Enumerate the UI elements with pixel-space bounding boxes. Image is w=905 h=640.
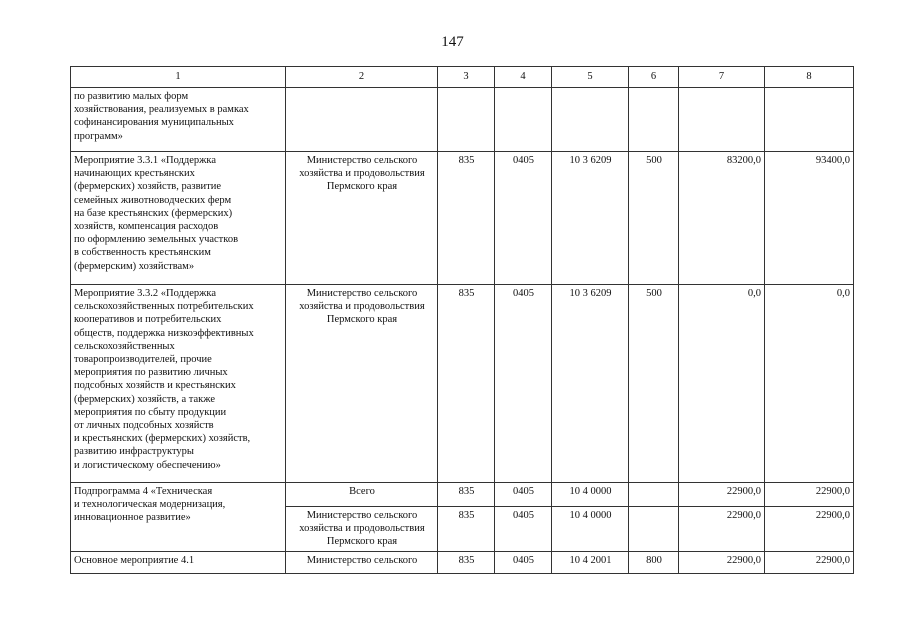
expense-type-cell — [629, 88, 679, 152]
admin-code-cell: 835 — [438, 285, 495, 483]
section-code-cell — [495, 88, 552, 152]
amount-col8-cell: 22900,0 — [765, 507, 854, 552]
executor-cell: Министерство сельского хозяйства и продовольствия Пермского края — [286, 507, 438, 552]
table-row — [71, 552, 854, 574]
target-code-cell: 10 3 6209 — [552, 152, 629, 285]
target-code-cell: 10 4 0000 — [552, 507, 629, 552]
expense-type-cell: 500 — [629, 152, 679, 285]
column-header: 6 — [629, 67, 679, 88]
section-code-cell: 0405 — [495, 285, 552, 483]
column-header: 7 — [679, 67, 765, 88]
amount-col7-cell: 22900,0 — [679, 507, 765, 552]
header-row — [71, 67, 854, 88]
column-header: 5 — [552, 67, 629, 88]
expense-type-cell — [629, 507, 679, 552]
column-header: 4 — [495, 67, 552, 88]
amount-col7-cell: 22900,0 — [679, 483, 765, 507]
admin-code-cell: 835 — [438, 552, 495, 574]
amount-col8-cell: 0,0 — [765, 285, 854, 483]
executor-cell — [286, 88, 438, 152]
target-code-cell: 10 3 6209 — [552, 285, 629, 483]
table-row — [71, 483, 854, 507]
row-name-cell: по развитию малых форм хозяйствования, реализуемых в рамках софинансирования муниципальных программ» — [71, 88, 286, 152]
expense-type-cell: 500 — [629, 285, 679, 483]
amount-col8-cell: 22900,0 — [765, 552, 854, 574]
admin-code-cell: 835 — [438, 152, 495, 285]
executor-cell: Всего — [286, 483, 438, 507]
amount-col8-cell: 93400,0 — [765, 152, 854, 285]
budget-table — [70, 66, 854, 574]
amount-col7-cell: 0,0 — [679, 285, 765, 483]
executor-cell: Министерство сельского — [286, 552, 438, 574]
amount-col8-cell — [765, 88, 854, 152]
admin-code-cell: 835 — [438, 507, 495, 552]
amount-col7-cell — [679, 88, 765, 152]
amount-col7-cell: 83200,0 — [679, 152, 765, 285]
target-code-cell: 10 4 0000 — [552, 483, 629, 507]
section-code-cell: 0405 — [495, 552, 552, 574]
expense-type-cell — [629, 483, 679, 507]
executor-cell: Министерство сельского хозяйства и продовольствия Пермского края — [286, 152, 438, 285]
column-header: 2 — [286, 67, 438, 88]
row-name-cell: Основное мероприятие 4.1 — [71, 552, 286, 574]
expense-type-cell: 800 — [629, 552, 679, 574]
section-code-cell: 0405 — [495, 483, 552, 507]
row-name-cell: Мероприятие 3.3.1 «Поддержка начинающих крестьянских (фермерских) хозяйств, развитие семейных животноводческих ферм на базе крестьянских (фермерских) хозяйств, компенсация расходов по оформлению земельных участков в собственность крестьянским (фермерским) хозяйствам» — [71, 152, 286, 285]
admin-code-cell — [438, 88, 495, 152]
table-row — [71, 285, 854, 483]
section-code-cell: 0405 — [495, 152, 552, 285]
section-code-cell: 0405 — [495, 507, 552, 552]
executor-cell: Министерство сельского хозяйства и продовольствия Пермского края — [286, 285, 438, 483]
row-name-cell: Мероприятие 3.3.2 «Поддержка сельскохозяйственных потребительских кооперативов и потребительских обществ, поддержка низкоэффективных сельскохозяйственных товаропроизводителей, прочие мероприятия по развитию личных подсобных хозяйств и крестьянских (фермерских) хозяйств, а также мероприятия по сбыту продукции от личных подсобных хозяйств и крестьянских (фермерских) хозяйств, развитию инфраструктуры и логистическому обеспечению» — [71, 285, 286, 483]
admin-code-cell: 835 — [438, 483, 495, 507]
amount-col7-cell: 22900,0 — [679, 552, 765, 574]
column-header: 8 — [765, 67, 854, 88]
amount-col8-cell: 22900,0 — [765, 483, 854, 507]
target-code-cell — [552, 88, 629, 152]
page-number: 147 — [441, 34, 464, 50]
column-header: 1 — [71, 67, 286, 88]
row-name-cell: Подпрограмма 4 «Техническая и технологическая модернизация, инновационное развитие» — [71, 483, 286, 552]
column-header: 3 — [438, 67, 495, 88]
table-row — [71, 88, 854, 152]
target-code-cell: 10 4 2001 — [552, 552, 629, 574]
table-row — [71, 152, 854, 285]
